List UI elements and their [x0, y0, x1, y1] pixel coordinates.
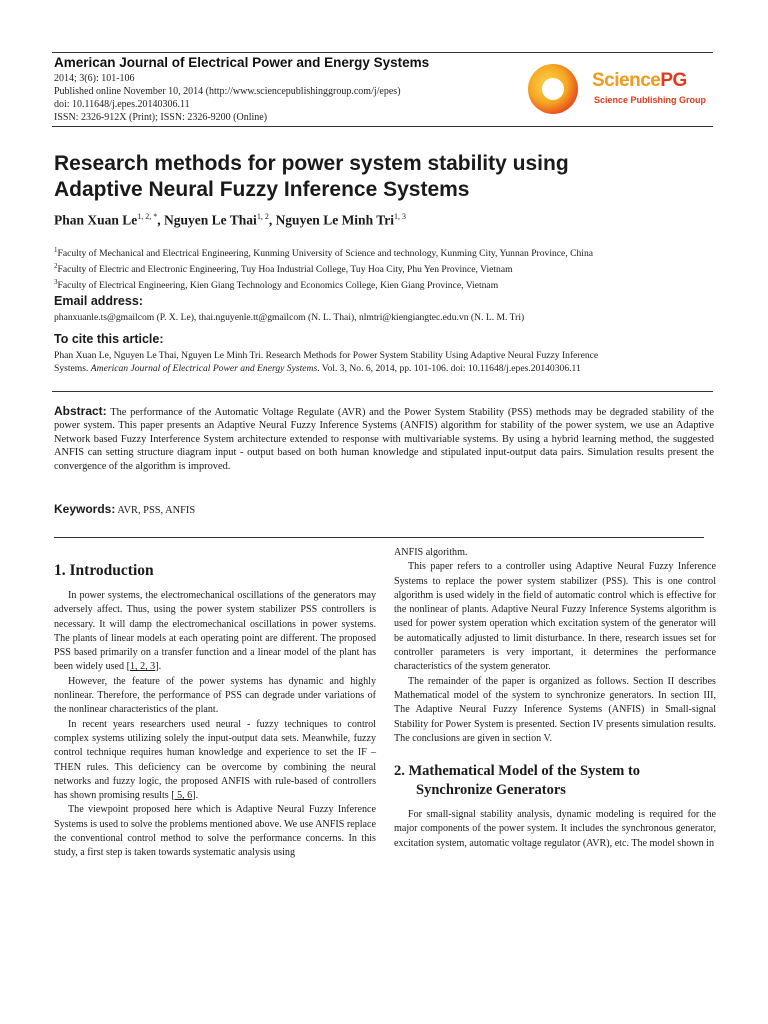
abstract-label: Abstract:: [54, 404, 107, 418]
author-name: Phan Xuan Le: [54, 212, 138, 228]
right-column: [394, 546, 716, 851]
affiliation-item: $^2$Faculty of Electric and Electronic Engineering, Tuy Hoa Industrial College, Tuy Hoa City, Phu Yen Province, Vietnam: [54, 262, 513, 276]
affiliation-item: $^1$Faculty of Mechanical and Electrical Engineering, Kunming University of Science and technology, Kunming City, Yunnan Province, China: [54, 246, 594, 260]
published-online: Published online November 10, 2014 (http://www.sciencepublishinggroup.com/j/epes): [54, 86, 401, 97]
paragraph: However, the feature of the power systems has dynamic and highly nonlinear. Therefore, the performance of PSS can degrade under variations of the nonlinear characteristics of the plant.: [54, 675, 376, 716]
affiliations: [54, 244, 593, 293]
body-separator-rule: [54, 537, 704, 538]
abstract: [54, 405, 714, 473]
issn: ISSN: 2326-912X (Print); ISSN: 2326-9200 (Online): [54, 112, 268, 123]
citation-journal: American Journal of Electrical Power and Energy Systems: [90, 363, 318, 374]
keywords-label: Keywords:: [54, 502, 116, 516]
logo-circle-icon: [528, 64, 578, 114]
header-top-rule: [52, 52, 713, 53]
paragraph: In power systems, the electromechanical oscillations of the generators may adversely affect. Thus, using the power system stabilizer PSS controllers is necessary. It will damp the electromechanical oscillations in power systems. The plants of linear models at each operating point are different. The proposed PSS based primarily on a transfer function and a linear model of the plant has been widely used [1, 2, 3].: [54, 590, 376, 673]
cite-heading: To cite this article:: [54, 332, 164, 346]
email-addresses: phanxuanle.ts@gmailcom (P. X. Le), thai.nguyenle.tt@gmailcom (N. L. Thai), nlmtri@kiengiangtec.edu.vn (N. L. M. Tri): [54, 312, 525, 323]
journal-title: American Journal of Electrical Power and Energy Systems: [54, 55, 430, 70]
citation: Phan Xuan Le, Nguyen Le Thai, Nguyen Le Minh Tri. Research Methods for Power System Stability Using Adaptive Neural Fuzzy Inference Systems. American Journal of Electrical Power and Energy Systems. Vol. 3, No. 6, 2014, pp. 101-106. doi: 10.11648/j.epes.20140306.11: [54, 350, 599, 374]
abstract-top-rule: [52, 391, 713, 392]
citation-link[interactable]: 1, 2, 3: [129, 661, 156, 673]
sciencepg-logo: [528, 62, 713, 117]
journal-meta: [54, 72, 401, 124]
keywords-text: AVR, PSS, ANFIS: [115, 505, 196, 516]
doi: doi: 10.11648/j.epes.20140306.11: [54, 99, 190, 110]
logo-subtitle: Science Publishing Group: [594, 95, 707, 105]
paragraph: This paper refers to a controller using Adaptive Neural Fuzzy Inference Systems to replace the power system stabilizer (PSS). This is one control algorithm is used widely in the field of automatic control which is effective for the nonlinear of plants. Adaptive Neural Fuzzy Inference Systems algorithm is used for power system operation which excitation system of the generator will be automatically adjusted to limit disturbance. In there, research issues set for controller parameters is very important, it determines the performance characteristics of the system generator.: [394, 561, 716, 673]
journal-issue: 2014; 3(6): 101-106: [54, 73, 135, 84]
email-heading: Email address:: [54, 294, 143, 308]
abstract-text: The performance of the Automatic Voltage Regulate (AVR) and the Power System Stability (PSS) methods may be degraded stability of the power system. This paper presents an Adaptive Neural Fuzzy Inference Systems (ANFIS) algorithm for stability of the power system, we use an Adaptive Network based Fuzzy Interference System architecture extended to response with multivariable systems. By using a hybrid learning method, the suggested ANFIS can setting structure diagram input - output based on both human knowledge and stipulated input-output data pairs. Simulation results present the convergence of the algorithm is improved.: [54, 407, 714, 472]
paragraph: The remainder of the paper is organized as follows. Section II describes Mathematical model of the system to synchronize generators. In section III, The Adaptive Neural Fuzzy Inference Systems (ANFIS) in Small-signal Stability for Power System is presented. Section IV presents simulation results. The conclusions are given in section V.: [394, 675, 716, 744]
paper-title: Research methods for power system stability using Adaptive Neural Fuzzy Inference Systems: [54, 152, 569, 201]
author-list: Phan Xuan $Le^{1, 2, *}$, Nguyen Le Thai$^{1, 2}$, Nguyen Le Minh Tri$^{1, 3}$: [54, 212, 406, 228]
citation-link[interactable]: 5, 6: [174, 790, 193, 802]
paragraph: For small-signal stability analysis, dynamic modeling is required for the major components of the power system. It includes the synchronous generator, excitation system, automatic voltage regulator (AVR), etc. The model shown in: [394, 809, 716, 849]
header-bottom-rule: [52, 126, 713, 127]
author-name: Nguyen Le Minh Tri: [275, 212, 394, 228]
affiliation-item: $^3$Faculty of Electrical Engineering, Kien Giang Technology and Economics College, Kien Giang Province, Vietnam: [54, 278, 499, 292]
paragraph: ANFIS algorithm.: [394, 547, 468, 558]
section-heading-model: 2. Mathematical Model of the System to Synchronize Generators: [394, 763, 641, 799]
keywords: [54, 502, 195, 516]
author-name: Nguyen Le Thai: [164, 212, 257, 228]
left-column: [54, 561, 376, 861]
section-heading-introduction: 1. Introduction: [54, 562, 154, 579]
logo-name: SciencePG: [592, 70, 687, 91]
paragraph: In recent years researchers used neural - fuzzy techniques to control complex systems utilizing solely the input-output data sets. Meanwhile, fuzzy control technique requires human knowledge and experience to set the IF – THEN rules. This deficiency can be overcome by combining the neural networks and fuzzy logic, the proposed ANFIS with rule-based of controllers has shown promising results [ 5, 6].: [54, 718, 376, 802]
paragraph: The viewpoint proposed here which is Adaptive Neural Fuzzy Inference Systems is used to solve the problems mentioned above. We use ANFIS replace the conventional control method to solve the performance concerns. In this study, a first step is taken towards systematic analysis using: [54, 804, 376, 859]
